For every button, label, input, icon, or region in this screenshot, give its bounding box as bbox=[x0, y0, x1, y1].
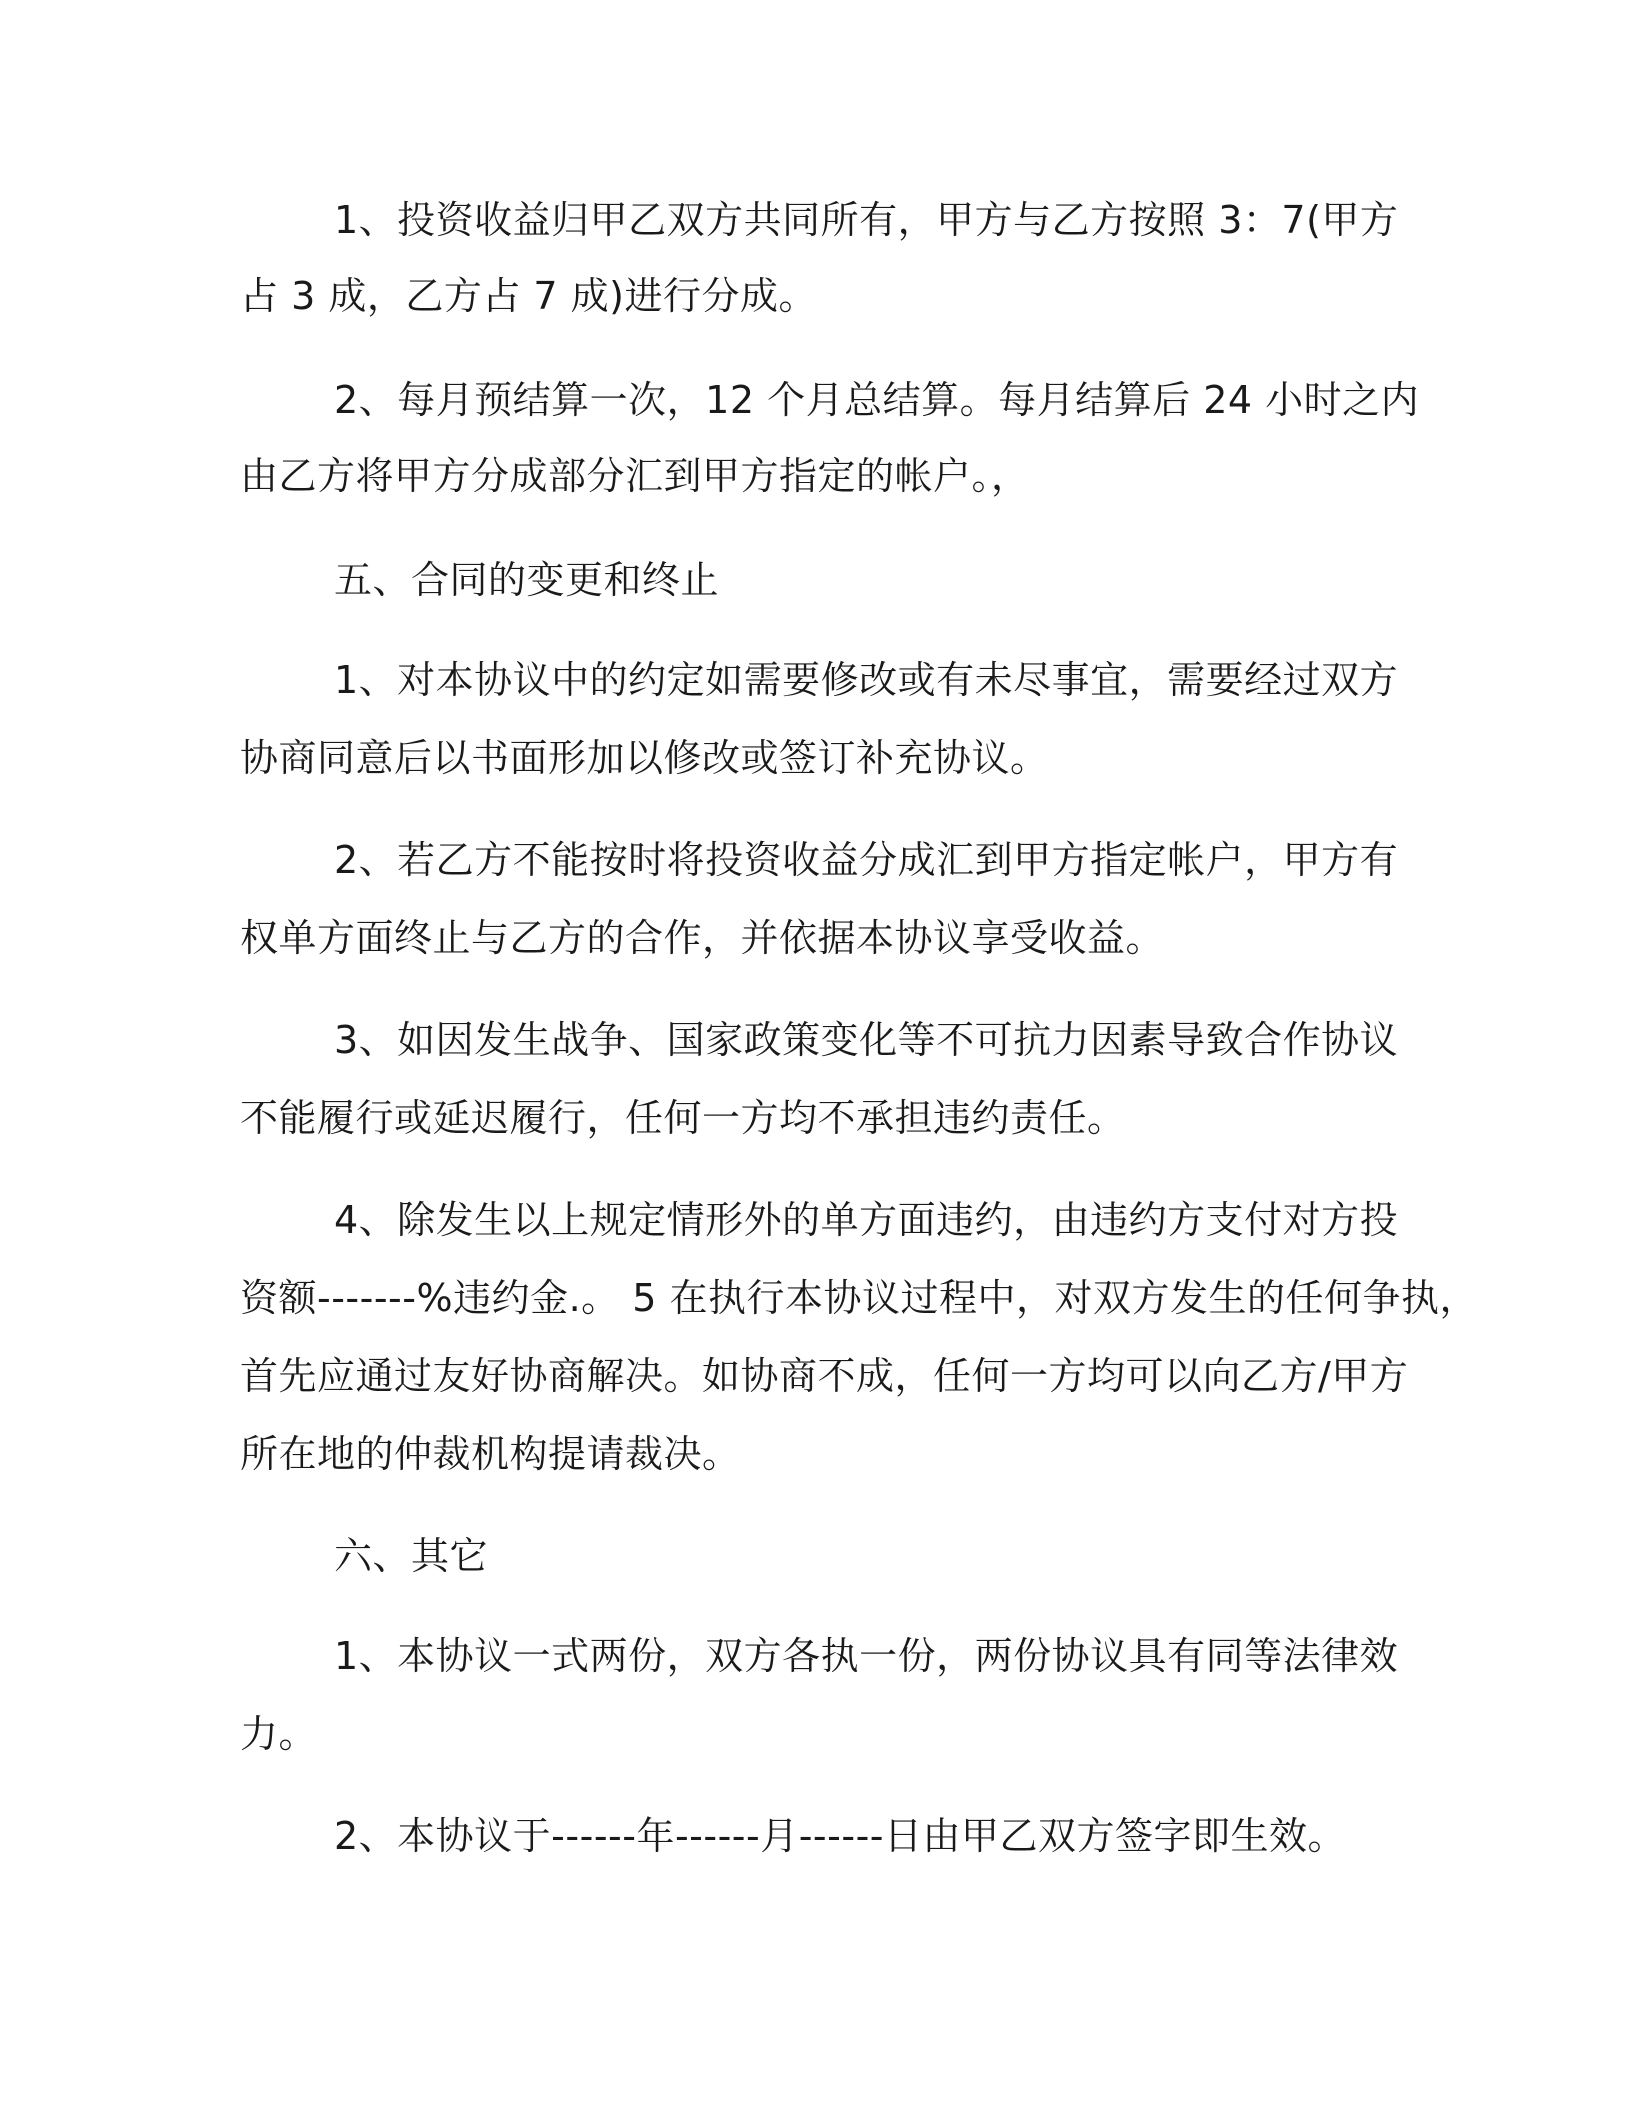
clause-6-1-line-2: 力。 bbox=[240, 1712, 318, 1756]
clause-5-4-line-2: 资额-------%违约金.。 5 在执行本协议过程中，对双方发生的任何争执， bbox=[240, 1276, 1479, 1320]
clause-6-2-line-1: 2、本协议于------年------月------日由甲乙双方签字即生效。 bbox=[334, 1814, 1346, 1858]
clause-5-3-line-2: 不能履行或延迟履行，任何一方均不承担违约责任。 bbox=[240, 1096, 1126, 1140]
clause-5-2-line-1: 2、若乙方不能按时将投资收益分成汇到甲方指定帐户，甲方有 bbox=[334, 838, 1399, 882]
clause-6-1-line-1: 1、本协议一式两份，双方各执一份，两份协议具有同等法律效 bbox=[334, 1634, 1399, 1678]
clause-5-4-line-1: 4、除发生以上规定情形外的单方面违约，由违约方支付对方投 bbox=[334, 1198, 1399, 1242]
clause-4-1-line-1: 1、投资收益归甲乙双方共同所有，甲方与乙方按照 3：7(甲方 bbox=[334, 198, 1399, 242]
clause-5-3-line-1: 3、如因发生战争、国家政策变化等不可抗力因素导致合作协议 bbox=[334, 1018, 1399, 1062]
clause-4-1-line-2: 占 3 成，乙方占 7 成)进行分成。 bbox=[240, 274, 817, 318]
clause-5-4-line-3: 首先应通过友好协商解决。如协商不成，任何一方均可以向乙方/甲方 bbox=[240, 1354, 1409, 1398]
clause-5-4-line-4: 所在地的仲裁机构提请裁决。 bbox=[240, 1432, 741, 1476]
section-5-heading: 五、合同的变更和终止 bbox=[334, 558, 720, 602]
clause-5-1-line-1: 1、对本协议中的约定如需要修改或有未尽事宜，需要经过双方 bbox=[334, 658, 1399, 702]
clause-4-2-line-1: 2、每月预结算一次，12 个月总结算。每月结算后 24 小时之内 bbox=[334, 378, 1420, 422]
section-6-heading: 六、其它 bbox=[334, 1534, 489, 1578]
clause-5-2-line-2: 权单方面终止与乙方的合作，并依据本协议享受收益。 bbox=[240, 916, 1165, 960]
clause-5-1-line-2: 协商同意后以书面形加以修改或签订补充协议。 bbox=[240, 736, 1049, 780]
clause-4-2-line-2: 由乙方将甲方分成部分汇到甲方指定的帐户。， bbox=[240, 454, 1030, 498]
